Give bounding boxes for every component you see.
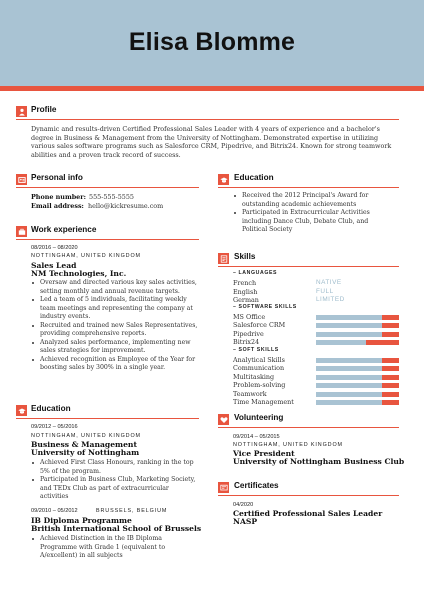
briefcase-icon (16, 226, 27, 237)
soft-skill-name: Communication (233, 364, 285, 372)
edu2-school: British International School of Brussels (31, 524, 202, 533)
personal-info-title: Personal info (31, 173, 83, 182)
list-item: Oversaw and directed various key sales activities, setting monthly and annual revenue targets. (31, 279, 199, 296)
work-bullets (31, 279, 199, 373)
edu1-date: 09/2012 – 05/2016 (31, 424, 78, 430)
volunteering-title: Volunteering (234, 413, 284, 422)
skill-bar (316, 315, 399, 320)
languages-label: – LANGUAGES (233, 270, 278, 276)
edu1-bullets (31, 459, 199, 502)
edu2-date: 09/2010 – 05/2012 (31, 508, 78, 514)
list-item: Participated in Business Club, Marketing Society, and TEDx Club as part of extracurricular activities (31, 476, 199, 502)
soft-skill-name: Analytical Skills (233, 356, 285, 364)
work-company: NM Technologies, Inc. (31, 269, 127, 278)
soft-skill-name: Time Management (233, 398, 294, 406)
profile-divider (16, 119, 399, 120)
language-level: NATIVE (316, 279, 342, 286)
education-continued-title: Education (234, 173, 274, 182)
edu1-location: NOTTINGHAM, UNITED KINGDOM (31, 433, 141, 439)
work-divider (16, 239, 199, 240)
language-name: English (233, 288, 258, 296)
candidate-name: Elisa Blomme (128, 28, 296, 56)
header-stripe (0, 86, 424, 91)
skill-bar (316, 332, 399, 337)
software-skill-name: MS Office (233, 313, 266, 321)
list-item: Participated in Extracurricular Activities including Dance Club, Debate Club, and Political Society (233, 209, 383, 235)
skill-bar (316, 366, 399, 371)
skill-bar (316, 400, 399, 405)
skill-bar-fill (382, 323, 399, 328)
list-item: Received the 2012 Principal's Award for outstanding academic achievements (233, 192, 383, 209)
work-title: Work experience (31, 225, 97, 234)
skill-bar-fill (382, 366, 399, 371)
skill-bar-fill (382, 358, 399, 363)
skill-bar-fill (382, 375, 399, 380)
edu1-degree: Business & Management (31, 440, 137, 449)
language-level: FULL (316, 288, 334, 295)
volunteering-date: 09/2014 – 05/2015 (233, 434, 280, 440)
skill-bar (316, 375, 399, 380)
volunteering-section-header (218, 414, 399, 428)
certificate-date: 04/2020 (233, 502, 254, 508)
edu2-degree: IB Diploma Programme (31, 516, 132, 525)
graduation-cap-icon (218, 174, 229, 185)
skill-bar (316, 392, 399, 397)
list-item: Achieved First Class Honours, ranking in the top 5% of the program. (31, 459, 199, 476)
edu2-bullets (31, 535, 181, 561)
profile-section-header (16, 106, 399, 120)
work-role: Sales Lead (31, 261, 77, 270)
skill-bar-fill (382, 400, 399, 405)
list-item: Achieved recognition as Employee of the Year for boosting sales by 300% in a single year. (31, 356, 199, 373)
profile-text: Dynamic and results-driven Certified Professional Sales Leader with 4 years of experience and a bachelor's degree in Business & Management from the University of Nottingham. Demonstrated expertise in utilizing various sales software programs such as Salesforce CRM, Pipedrive, and Bitrix24. Known for strong teamwork abilities and a proven track record of success. (31, 125, 392, 160)
skill-bar (316, 358, 399, 363)
heart-icon (218, 414, 229, 425)
email-value: hello@kickresume.com (88, 202, 164, 210)
language-name: German (233, 296, 259, 304)
skill-bar (316, 383, 399, 388)
person-icon (16, 106, 27, 117)
soft-skills-label: – SOFT SKILLS (233, 347, 279, 353)
volunteering-org: University of Nottingham Business Club (233, 457, 405, 466)
volunteering-location: NOTTINGHAM, UNITED KINGDOM (233, 442, 343, 448)
education-title: Education (31, 404, 71, 413)
work-date: 08/2016 – 08/2020 (31, 245, 78, 251)
certificate-issuer: NASP (233, 517, 258, 526)
list-item: Recruited and trained new Sales Representatives, providing comprehensive reports. (31, 322, 199, 339)
skills-icon (218, 253, 229, 264)
skills-title: Skills (234, 252, 256, 261)
education-section-header (16, 405, 199, 419)
personal-info-divider (16, 187, 199, 188)
certificate-name: Certified Professional Sales Leader (233, 509, 383, 518)
skills-section-header (218, 253, 399, 267)
phone-label: Phone number: (31, 193, 86, 201)
certificate-icon (218, 482, 229, 493)
list-item: Achieved Distinction in the IB Diploma Programme with Grade 1 (equivalent to A/excellent) in all subjects (31, 535, 181, 561)
software-skills-label: – SOFTWARE SKILLS (233, 304, 297, 310)
profile-title: Profile (31, 105, 57, 114)
software-skill-name: Pipedrive (233, 330, 264, 338)
education-continued-section-header (218, 174, 399, 188)
header-banner (0, 0, 424, 86)
phone-value: 555-555-5555 (89, 193, 134, 201)
skill-bar (316, 340, 399, 345)
soft-skill-name: Multitasking (233, 373, 275, 381)
skills-divider (218, 266, 399, 267)
skill-bar-fill (382, 332, 399, 337)
edu2-location: BRUSSELS, BELGIUM (96, 508, 168, 514)
certificates-title: Certificates (234, 481, 279, 490)
email-label: Email address: (31, 202, 84, 210)
education-continued-divider (218, 187, 399, 188)
soft-skill-name: Teamwork (233, 390, 267, 398)
language-level: LIMITED (316, 296, 345, 303)
education-divider (16, 418, 199, 419)
skill-bar-fill (382, 315, 399, 320)
volunteering-divider (218, 427, 399, 428)
work-section-header (16, 226, 199, 240)
work-location: NOTTINGHAM, UNITED KINGDOM (31, 253, 141, 259)
language-name: French (233, 279, 257, 287)
graduation-cap-icon (16, 405, 27, 416)
skill-bar (316, 323, 399, 328)
certificates-section-header (218, 482, 399, 496)
education-continued-bullets (233, 192, 383, 235)
list-item: Analyzed sales performance, implementing new sales strategies for improvement. (31, 339, 199, 356)
skill-bar-fill (366, 340, 399, 345)
list-item: Led a team of 5 individuals, facilitating weekly team meetings and representing the company at industry events. (31, 296, 199, 322)
volunteering-role: Vice President (233, 449, 295, 458)
certificates-divider (218, 495, 399, 496)
personal-info-section-header (16, 174, 199, 188)
skill-bar-fill (382, 383, 399, 388)
id-card-icon (16, 174, 27, 185)
soft-skill-name: Problem-solving (233, 381, 286, 389)
software-skill-name: Salesforce CRM (233, 321, 286, 329)
software-skill-name: Bitrix24 (233, 338, 260, 346)
edu1-school: University of Nottingham (31, 448, 140, 457)
skill-bar-fill (382, 392, 399, 397)
